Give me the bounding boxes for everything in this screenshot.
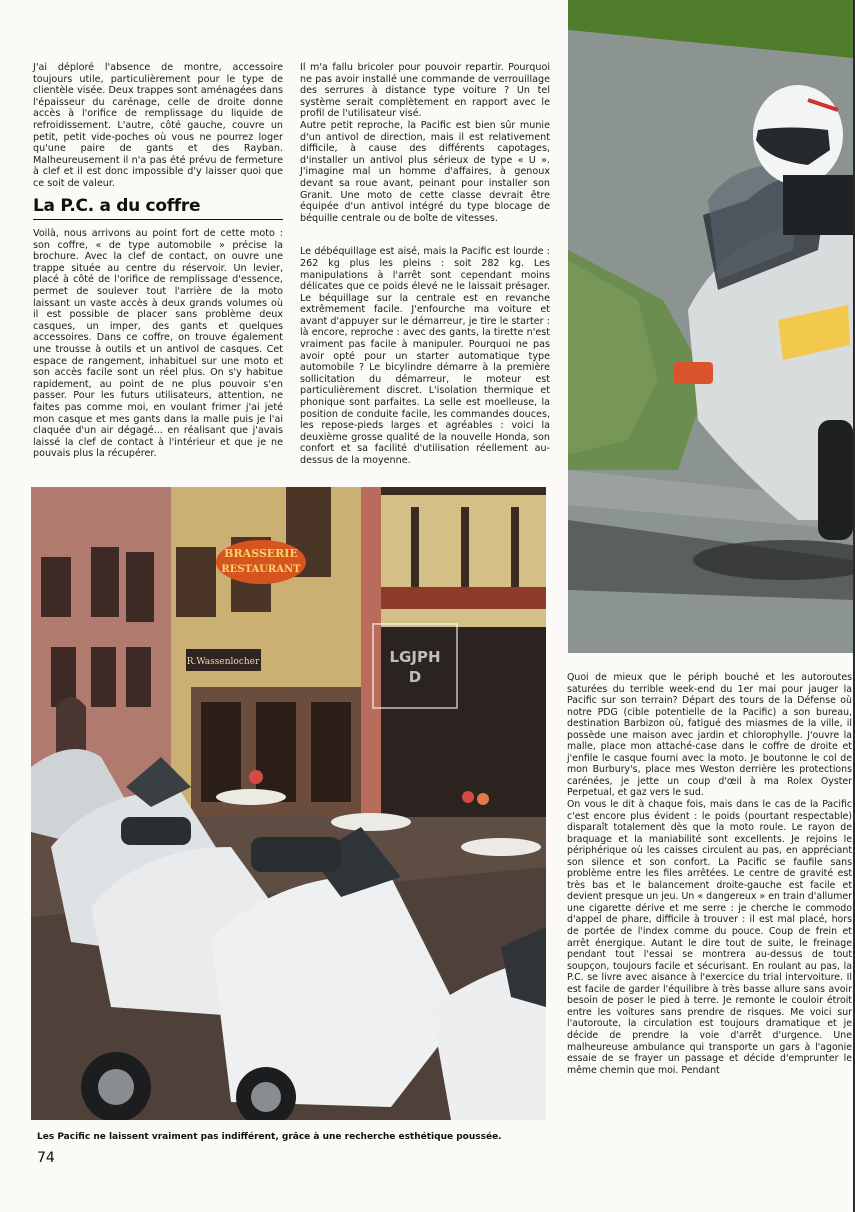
column-1-intro (33, 62, 283, 190)
rider-photo-illustration (568, 0, 853, 653)
watermark-text: LGJPHD (389, 648, 441, 686)
paragraph-intro: J'ai déploré l'absence de montre, accessoire toujours utile, particulièrement pour le type de clientèle visée. Deux trappes sont aménagées dans l'épaisseur du carénage, celle de droite donne accès à l'orifice de remplissage du liquide de refroidissement. L'autre, côté gauche, couvre un petit, petit vide-poches où vous ne pourrez loger qu'une paire de gants et des Rayban. Malheureusement il n'a pas été prévu de fermeture à clef et il est donc impossible d'y laisser quoi que ce soit de valeur. (33, 62, 283, 189)
paragraph-bricoler: Il m'a fallu bricoler pour pouvoir repartir. Pourquoi ne pas avoir installé une commande de verrouillage des serrures à distance type voiture ? Un tel système serait complètement en rapport avec le profil de l'utilisateur visé. (300, 62, 550, 120)
paragraph-periph: Quoi de mieux que le périph bouché et les autoroutes saturées du terrible week-end du 1er mai pour jauger la Pacific sur son terrain? Départ des tours de la Défense où notre PDG (cible potentielle de la Pacific) a son bureau, destination Barbizon où, fatigué des miasmes de la ville, il possède une maison avec jardin et chlorophylle. J'ouvre la malle, place mon attaché-case dans le coffre de droite et j'enfile le casque fourni avec la moto. Je boutonne le col de mon Burbury's, place mes Weston derrière les protections carénées, je jette un coup d'œil à ma Rolex Oyster Perpetual, et gaz vers le sud. (567, 672, 852, 799)
paragraph-coffre: Voilà, nous arrivons au point fort de cette moto : son coffre, « de type automobile » précise la brochure. Avec la clef de contact, on ouvre une trappe située au centre du réservoir. Un levier, placé à côté de l'orifice de remplissage d'essence, permet de soulever tout l'arrière de la moto laissant un vaste accès à deux grands volumes où il est possible de placer sans problème deux casques, un imper, des gants et quelques accessoires. Dans ce coffre, on trouve également une trousse à outils et un antivol de casques. Cet espace de rangement, inhabituel sur une moto et son accès facile sont un réel plus. On s'y habitue rapidement, au point de ne plus pouvoir s'en passer. Pour les futurs utilisateurs, attention, ne faites pas comme moi, en voulant frimer j'ai jeté mon casque et mes gants dans la malle puis je l'ai claquée d'un air dégagé... en réalisant que j'avais laissé la clef de contact à l'intérieur et que je ne pouvais plus la récupérer. (33, 228, 283, 460)
street-motorcycles-photo (31, 487, 546, 1120)
column-3 (567, 672, 852, 1076)
page-number: 74 (37, 1150, 55, 1166)
brasserie-sign-text: BRASSERIE (224, 547, 298, 560)
rider-photo (568, 0, 853, 653)
paragraph-conduite: On vous le dit à chaque fois, mais dans le cas de la Pacific c'est encore plus évident : le poids (pourtant respectable) disparaît totalement dès que la moto roule. Le rayon de braquage et la maniabilité sont excellents. Je rejoins le périphérique où les caisses circulent au pas, en appréciant son silence et son confort. La Pacific se faufile sans problème entre les files arrêtées. Le centre de gravité est très bas et le balancement droite-gauche est facile et devient presque un jeu. Un « dangereux » en train d'allumer une cigarette dérive et me serre : je cherche le commodo d'appel de phare, difficile à trouver : il est mal placé, hors de portée de l'index comme du pouce. Coup de frein et arrêt énergique. Autant le dire tout de suite, le freinage pendant tout l'essai se montrera au-dessus de tout soupçon, toujours facile et sécurisant. En roulant au pas, la P.C. se livre avec aisance à l'exercice du trial intervoiture. Il est facile de garder l'équilibre à très basse allure sans avoir besoin de poser le pied à terre. Je remonte le couloir étroit entre les voitures sans prendre de risques. Me voici sur l'autoroute, la circulation est toujours dramatique et je décide de prendre la voie d'arrêt d'urgence. Une malheureuse ambulance qui transporte un gars à l'agonie essaie de se frayer un passage et décide d'emprunter le même chemin que moi. Pendant (567, 799, 852, 1076)
column-1-body (33, 228, 283, 460)
section-heading: La P.C. a du coffre (33, 196, 283, 220)
watermark-logo (372, 623, 458, 709)
restaurant-sign-text: RESTAURANT (221, 564, 301, 575)
column-2 (300, 62, 550, 467)
shop-sign-text: R.Wassenlocher (186, 657, 260, 667)
street-scene-illustration (31, 487, 546, 1120)
photo-caption: Les Pacific ne laissent vraiment pas indifférent, grâce à une recherche esthétique poussée. (37, 1132, 502, 1142)
paragraph-antivol: Autre petit reproche, la Pacific est bien sûr munie d'un antivol de direction, mais il est relativement difficile, à cause des différents capotages, d'installer un antivol plus sérieux de type « U ». J'imagine mal un homme d'affaires, à genoux devant sa roue avant, peinant pour installer son Granit. Une moto de cette classe devrait être équipée d'un antivol intégré du type blocage de béquille centrale ou de boîte de vitesses. (300, 119, 550, 224)
paragraph-debequillage: Le débéquillage est aisé, mais la Pacific est lourde : 262 kg plus les pleins : soit 282 kg. Les manipulations à l'arrêt sont cependant moins délicates que ce poids élevé ne le laissait présager. Le béquillage sur la centrale est en revanche extrêmement facile. J'enfourche ma voiture et avant d'appuyer sur le démarreur, je tire le starter : là encore, reproche : avec des gants, la tirette n'est vraiment pas facile à manipuler. Pourquoi ne pas avoir opté pour un starter automatique type automobile ? Le bicylindre démarre à la première sollicitation du démarreur, le moteur est particulièrement discret. L'isolation thermique et phonique sont parfaites. La selle est moelleuse, la position de conduite facile, les commandes douces, les repose-pieds larges et agréables : voici la deuxième grosse qualité de la nouvelle Honda, son confort et sa facilité d'utilisation réellement au-dessus de la moyenne. (300, 246, 550, 466)
